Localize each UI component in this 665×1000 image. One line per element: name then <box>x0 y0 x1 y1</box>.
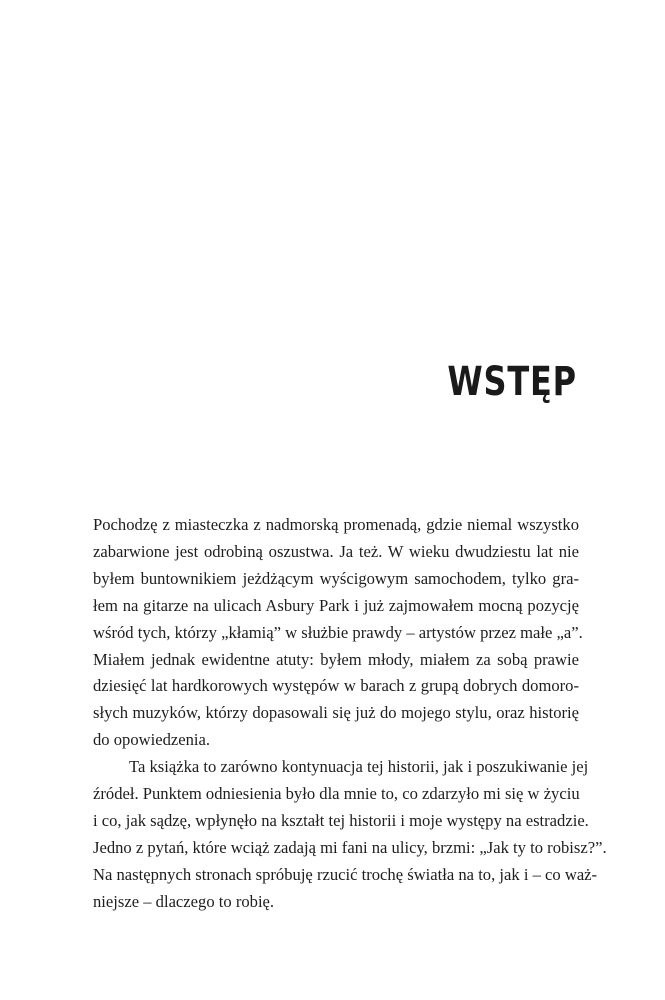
text-line: i co, jak sądzę, wpłynęło na kształt tej historii i moje występy na estradzie. <box>93 810 589 830</box>
text-line: byłem buntownikiem jeżdżącym wyścigowym samochodem, tylko gra- <box>93 568 579 588</box>
text-line: wśród tych, którzy „kłamią” w służbie prawdy – artystów przez małe „a”. <box>93 622 583 642</box>
text-line: niejsze – dlaczego to robię. <box>93 891 275 911</box>
text-line: Pochodzę z miasteczka z nadmorską promenadą, gdzie niemal wszystko <box>93 515 579 534</box>
chapter-title: WSTĘP <box>447 359 577 405</box>
text-line: do opowiedzenia. <box>93 730 211 750</box>
text-line: źródeł. Punktem odniesienia było dla mnie to, co zdarzyło mi się w życiu <box>93 784 580 804</box>
text-line: Jedno z pytań, które wciąż zadają mi fani na ulicy, brzmi: „Jak ty to robisz?”. <box>93 837 607 857</box>
text-line: Ta książka to zarówno kontynuacja tej historii, jak i poszukiwanie jej <box>129 757 589 777</box>
text-line: łem na gitarze na ulicach Asbury Park i już zajmowałem mocną pozycję <box>93 595 579 615</box>
paragraph-1 <box>93 512 583 754</box>
text-line: zabarwione jest odrobiną oszustwa. Ja też. W wieku dwudziestu lat nie <box>93 541 579 561</box>
body-text <box>93 512 607 916</box>
text-line: słych muzyków, którzy dopasowali się już do mojego stylu, oraz historię <box>93 703 579 723</box>
text-line: dziesięć lat hardkorowych występów w barach z grupą dobrych domoro- <box>93 676 579 696</box>
paragraph-2 <box>93 754 607 915</box>
text-line: Na następnych stronach spróbuję rzucić trochę światła na to, jak i – co waż- <box>93 864 598 884</box>
text-line: Miałem jednak ewidentne atuty: byłem młody, miałem za sobą prawie <box>93 649 579 669</box>
